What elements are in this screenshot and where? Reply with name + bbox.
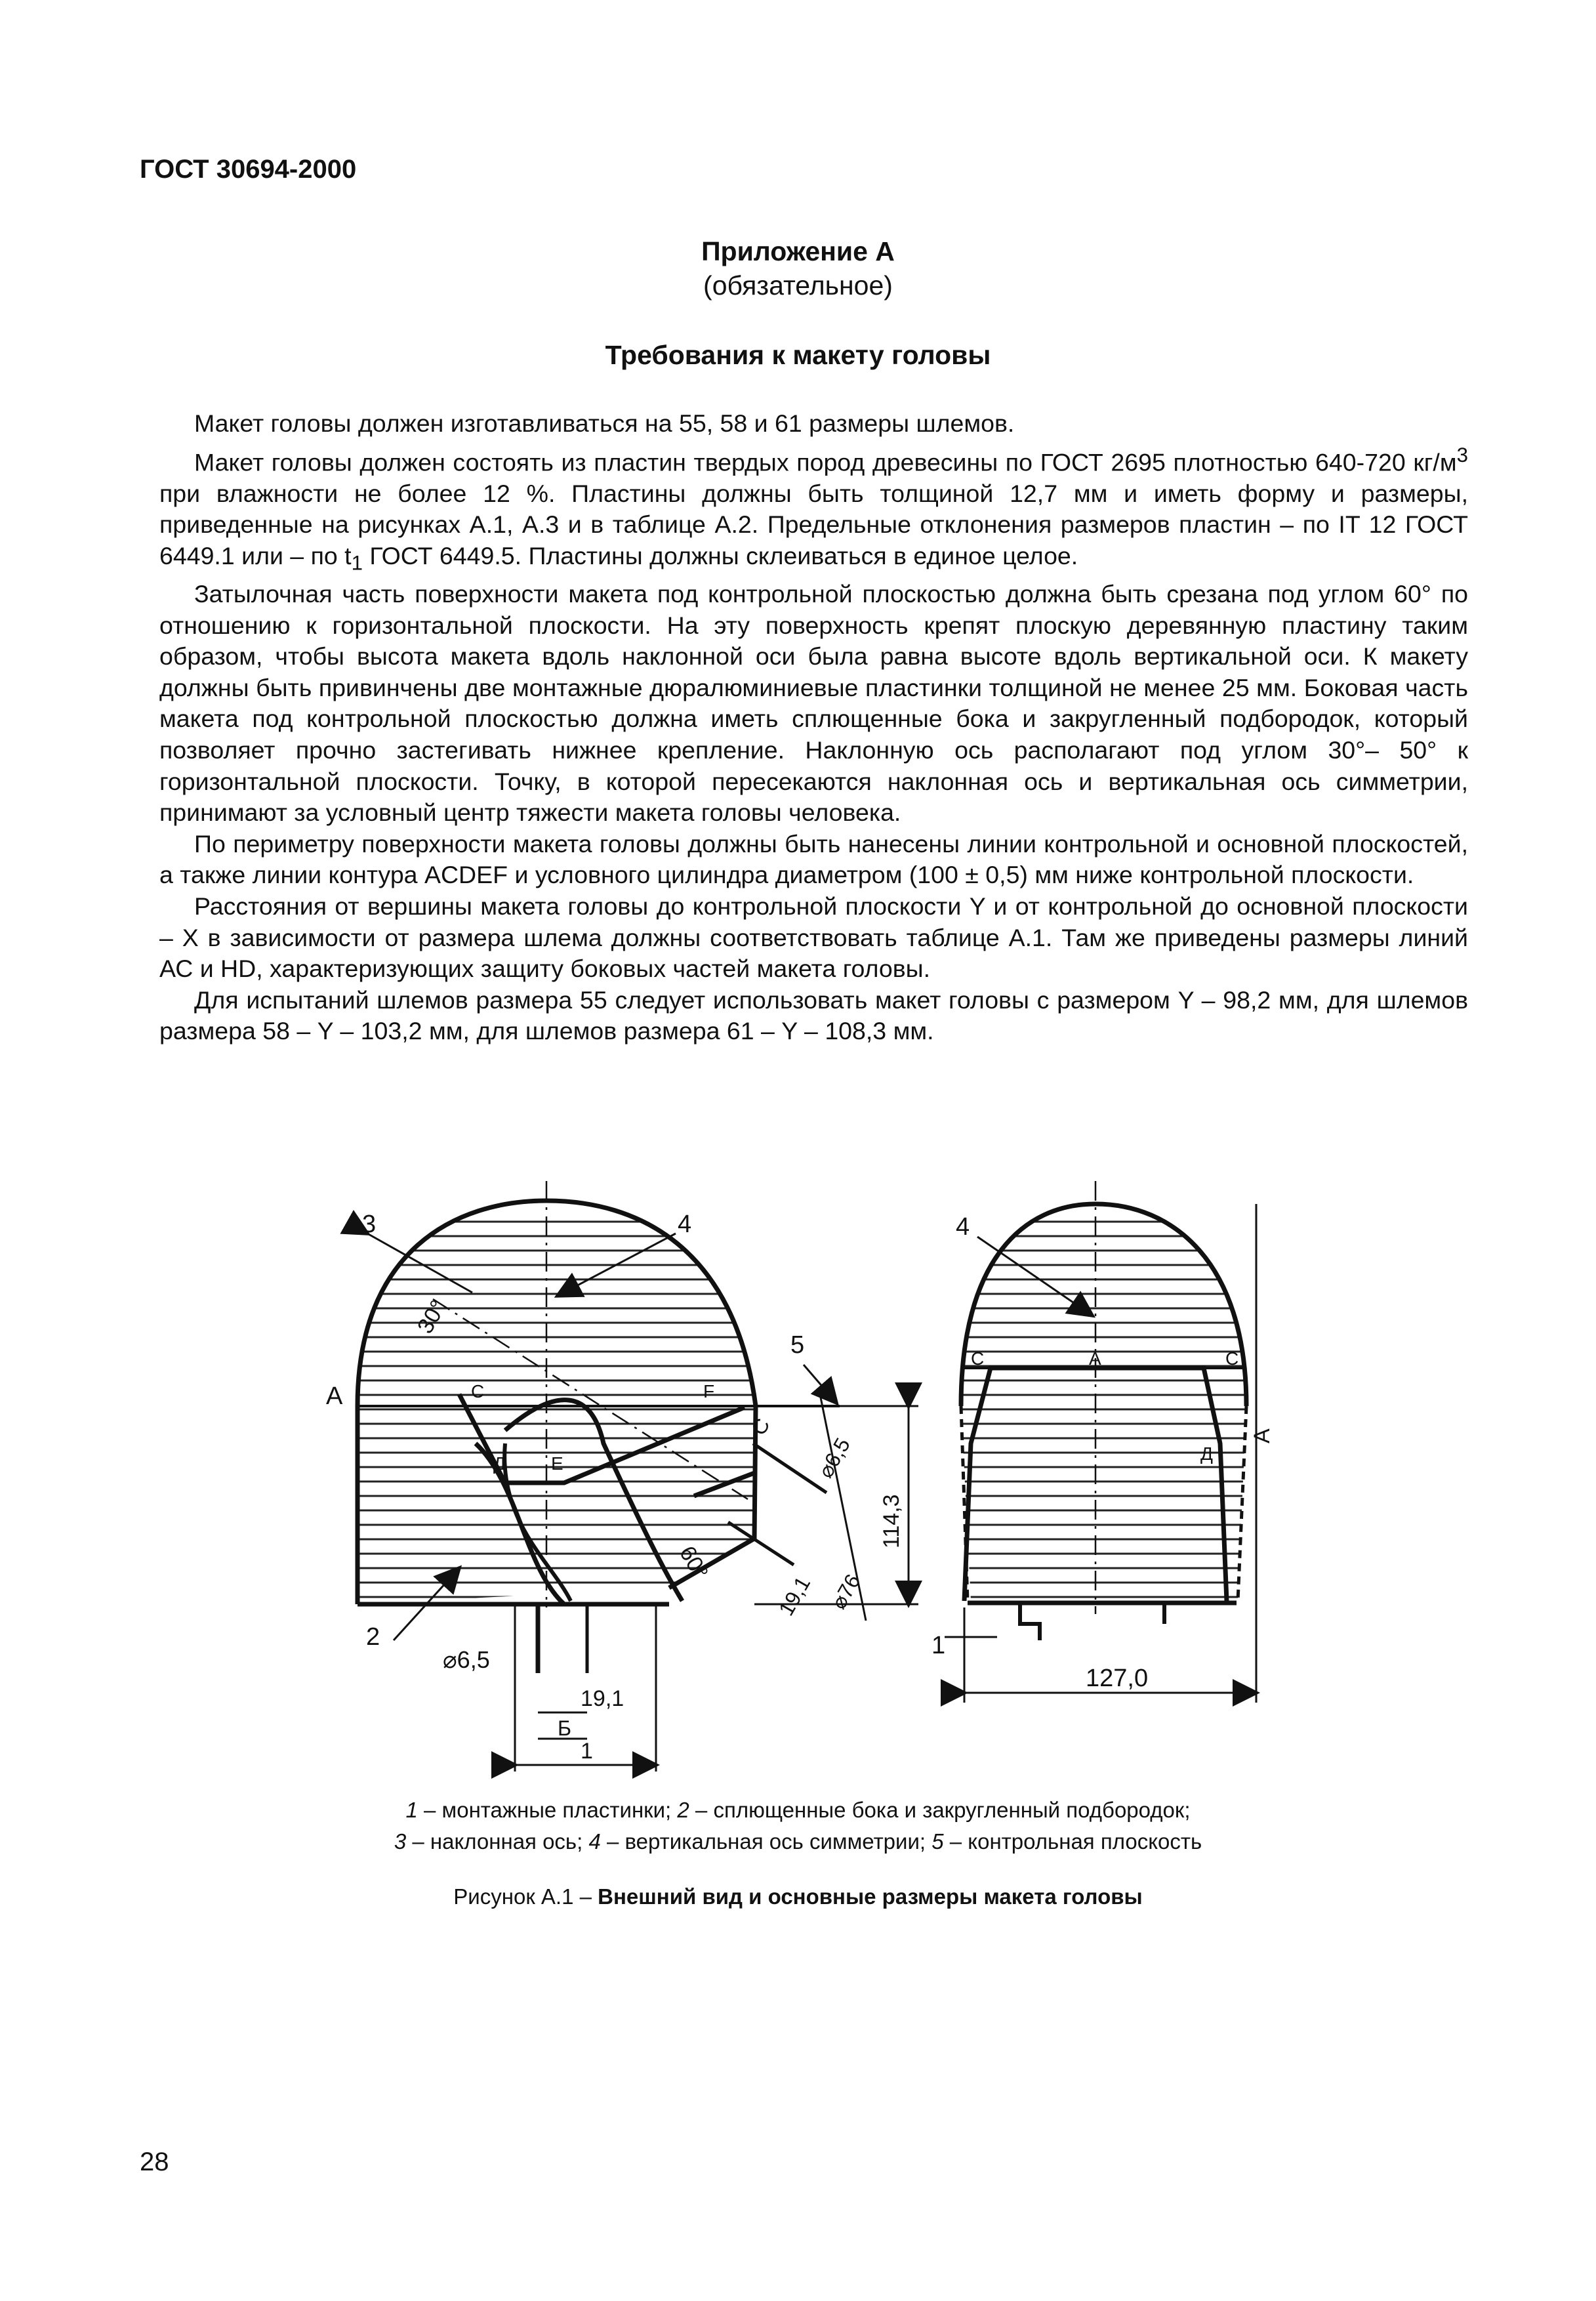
legend-text-1: – монтажные пластинки; — [417, 1798, 678, 1822]
paragraph-5: Расстояния от вершины макета головы до контрольной плоскости Y и от контрольной до основной плоскости – X в зависимости от размера шлема должны соответствовать таблице А.1. Там же приведены размеры линий АС и HD, характеризующих защиту боковых частей макета головы. — [159, 892, 1468, 983]
label-c-right-right: C — [1225, 1348, 1239, 1369]
label-4-left: 4 — [678, 1211, 692, 1238]
cut-edge — [694, 1473, 754, 1496]
figure-caption-title: Внешний вид и основные размеры макета головы — [598, 1884, 1143, 1909]
label-d191-cut: 19,1 — [773, 1572, 815, 1620]
legend-text-3: – наклонная ось; — [406, 1829, 589, 1854]
figure-caption-prefix: Рисунок А.1 – — [453, 1884, 598, 1909]
legend-num-4: 4 — [588, 1829, 601, 1854]
label-1-right: 1 — [931, 1632, 946, 1659]
appendix-status: (обязательное) — [703, 270, 893, 301]
right-side-dashed — [961, 1406, 1246, 1601]
subscript-1: 1 — [351, 551, 363, 575]
label-4-right: 4 — [956, 1213, 970, 1241]
label-a-right: A — [1089, 1348, 1101, 1369]
figure-caption — [0, 1884, 1596, 1909]
left-outline — [358, 1201, 756, 1406]
label-d76: ⌀76 — [826, 1569, 865, 1613]
label-b: Б — [558, 1716, 571, 1740]
callout-4-right-line — [977, 1237, 1092, 1316]
label-d191-bottom: 19,1 — [581, 1686, 624, 1711]
cylinder-line-left — [505, 1400, 682, 1601]
label-c-left: C — [471, 1381, 485, 1401]
paragraph-2-part-2: при влажности не более 12 %. Пластины должны быть толщиной 12,7 мм и иметь форму и размеры, приведенные на рисунках А.1, А.3 и в таблице А.2. Предельные отклонения размеров пластин – по IT 12 ГОСТ 6449.1 или – по t — [159, 479, 1468, 570]
label-127: 127,0 — [1086, 1665, 1149, 1692]
label-c-right-left: C — [971, 1348, 985, 1369]
left-dimensions — [367, 1233, 918, 1772]
legend-line-2 — [0, 1826, 1596, 1857]
legend-line-1 — [0, 1794, 1596, 1826]
label-angle-60: 60° — [674, 1542, 713, 1584]
label-one-dim: 1 — [581, 1739, 593, 1764]
label-d65-bottom: ⌀6,5 — [443, 1646, 490, 1673]
right-hatching — [958, 1222, 1250, 1597]
cut-mount-line-2 — [728, 1522, 794, 1565]
paragraph-2-part-1: Макет головы должен состоять из пластин твердых пород древесины по ГОСТ 2695 плотностью 640-720 кг/м — [194, 448, 1457, 476]
label-3: 3 — [362, 1211, 377, 1238]
right-mount-plate — [1020, 1603, 1164, 1640]
paragraph-2-part-3: ГОСТ 6449.5. Пластины должны склеиваться в единое целое. — [362, 541, 1078, 570]
paragraph-4: По периметру поверхности макета головы должны быть нанесены линии контрольной и основной плоскостей, а также линии контура ACDEF и условного цилиндра диаметром (100 ± 0,5) мм ниже контрольной плоскости. — [159, 829, 1468, 889]
appendix-title: Приложение А — [701, 236, 895, 266]
label-angle-30: 30° — [413, 1296, 451, 1338]
left-hatching — [354, 1222, 761, 1597]
legend-text-2: – сплющенные бока и закругленный подбородок; — [689, 1798, 1191, 1822]
figure-legend — [0, 1794, 1596, 1857]
legend-num-3: 3 — [394, 1829, 407, 1854]
label-a-left: A — [326, 1382, 343, 1410]
label-a-vertical: A — [1250, 1428, 1275, 1443]
label-d65-cut: ⌀6,5 — [813, 1434, 855, 1482]
paragraph-3: Затылочная часть поверхности макета под контрольной плоскостью должна быть срезана под углом 60° по отношению к горизонтальной плоскости. На эту поверхность крепят плоскую деревянную пластину таким образом, чтобы высота макета вдоль наклонной оси была равна высоте вдоль вертикальной оси. К макету должны быть привинчены две монтажные дюралюминиевые пластинки толщиной не менее 25 мм. Боковая часть макета под контрольной плоскостью должна иметь сплющенные бока и закругленный подбородок, который позволяет прочно застегивать нижнее крепление. Наклонную ось располагают под углом 30°– 50° к горизонтальной плоскости. Точку, в которой пересекаются наклонная ось и вертикальная ось симметрии, принимают за условный центр тяжести макета головы человека. — [159, 579, 1468, 827]
legend-text-4: – вертикальная ось симметрии; — [600, 1829, 932, 1854]
page-number: 28 — [140, 2147, 169, 2176]
legend-num-5: 5 — [931, 1829, 944, 1854]
legend-num-1: 1 — [405, 1798, 418, 1822]
label-d-right: Д — [1200, 1443, 1213, 1464]
label-c-cut: C — [746, 1414, 775, 1440]
label-f-left: F — [703, 1381, 715, 1401]
paragraph-6: Для испытаний шлемов размера 55 следует использовать макет головы с размером Y – 98,2 мм, для шлемов размера 58 – Y – 103,2 мм, для шлемов размера 61 – Y – 108,3 мм. — [159, 985, 1468, 1045]
paragraph-1: Макет головы должен изготавливаться на 55, 58 и 61 размеры шлемов. — [194, 409, 1015, 437]
label-e-left: Е — [551, 1453, 563, 1474]
superscript-3: 3 — [1456, 443, 1468, 466]
document-code: ГОСТ 30694-2000 — [140, 155, 357, 184]
label-5: 5 — [790, 1331, 805, 1359]
label-114-3: 114,3 — [879, 1494, 904, 1548]
legend-num-2: 2 — [677, 1798, 689, 1822]
legend-text-5: – контрольная плоскость — [943, 1829, 1202, 1854]
label-2: 2 — [366, 1623, 380, 1651]
label-d-left: Д — [493, 1453, 506, 1474]
section-title: Требования к макету головы — [605, 340, 991, 370]
